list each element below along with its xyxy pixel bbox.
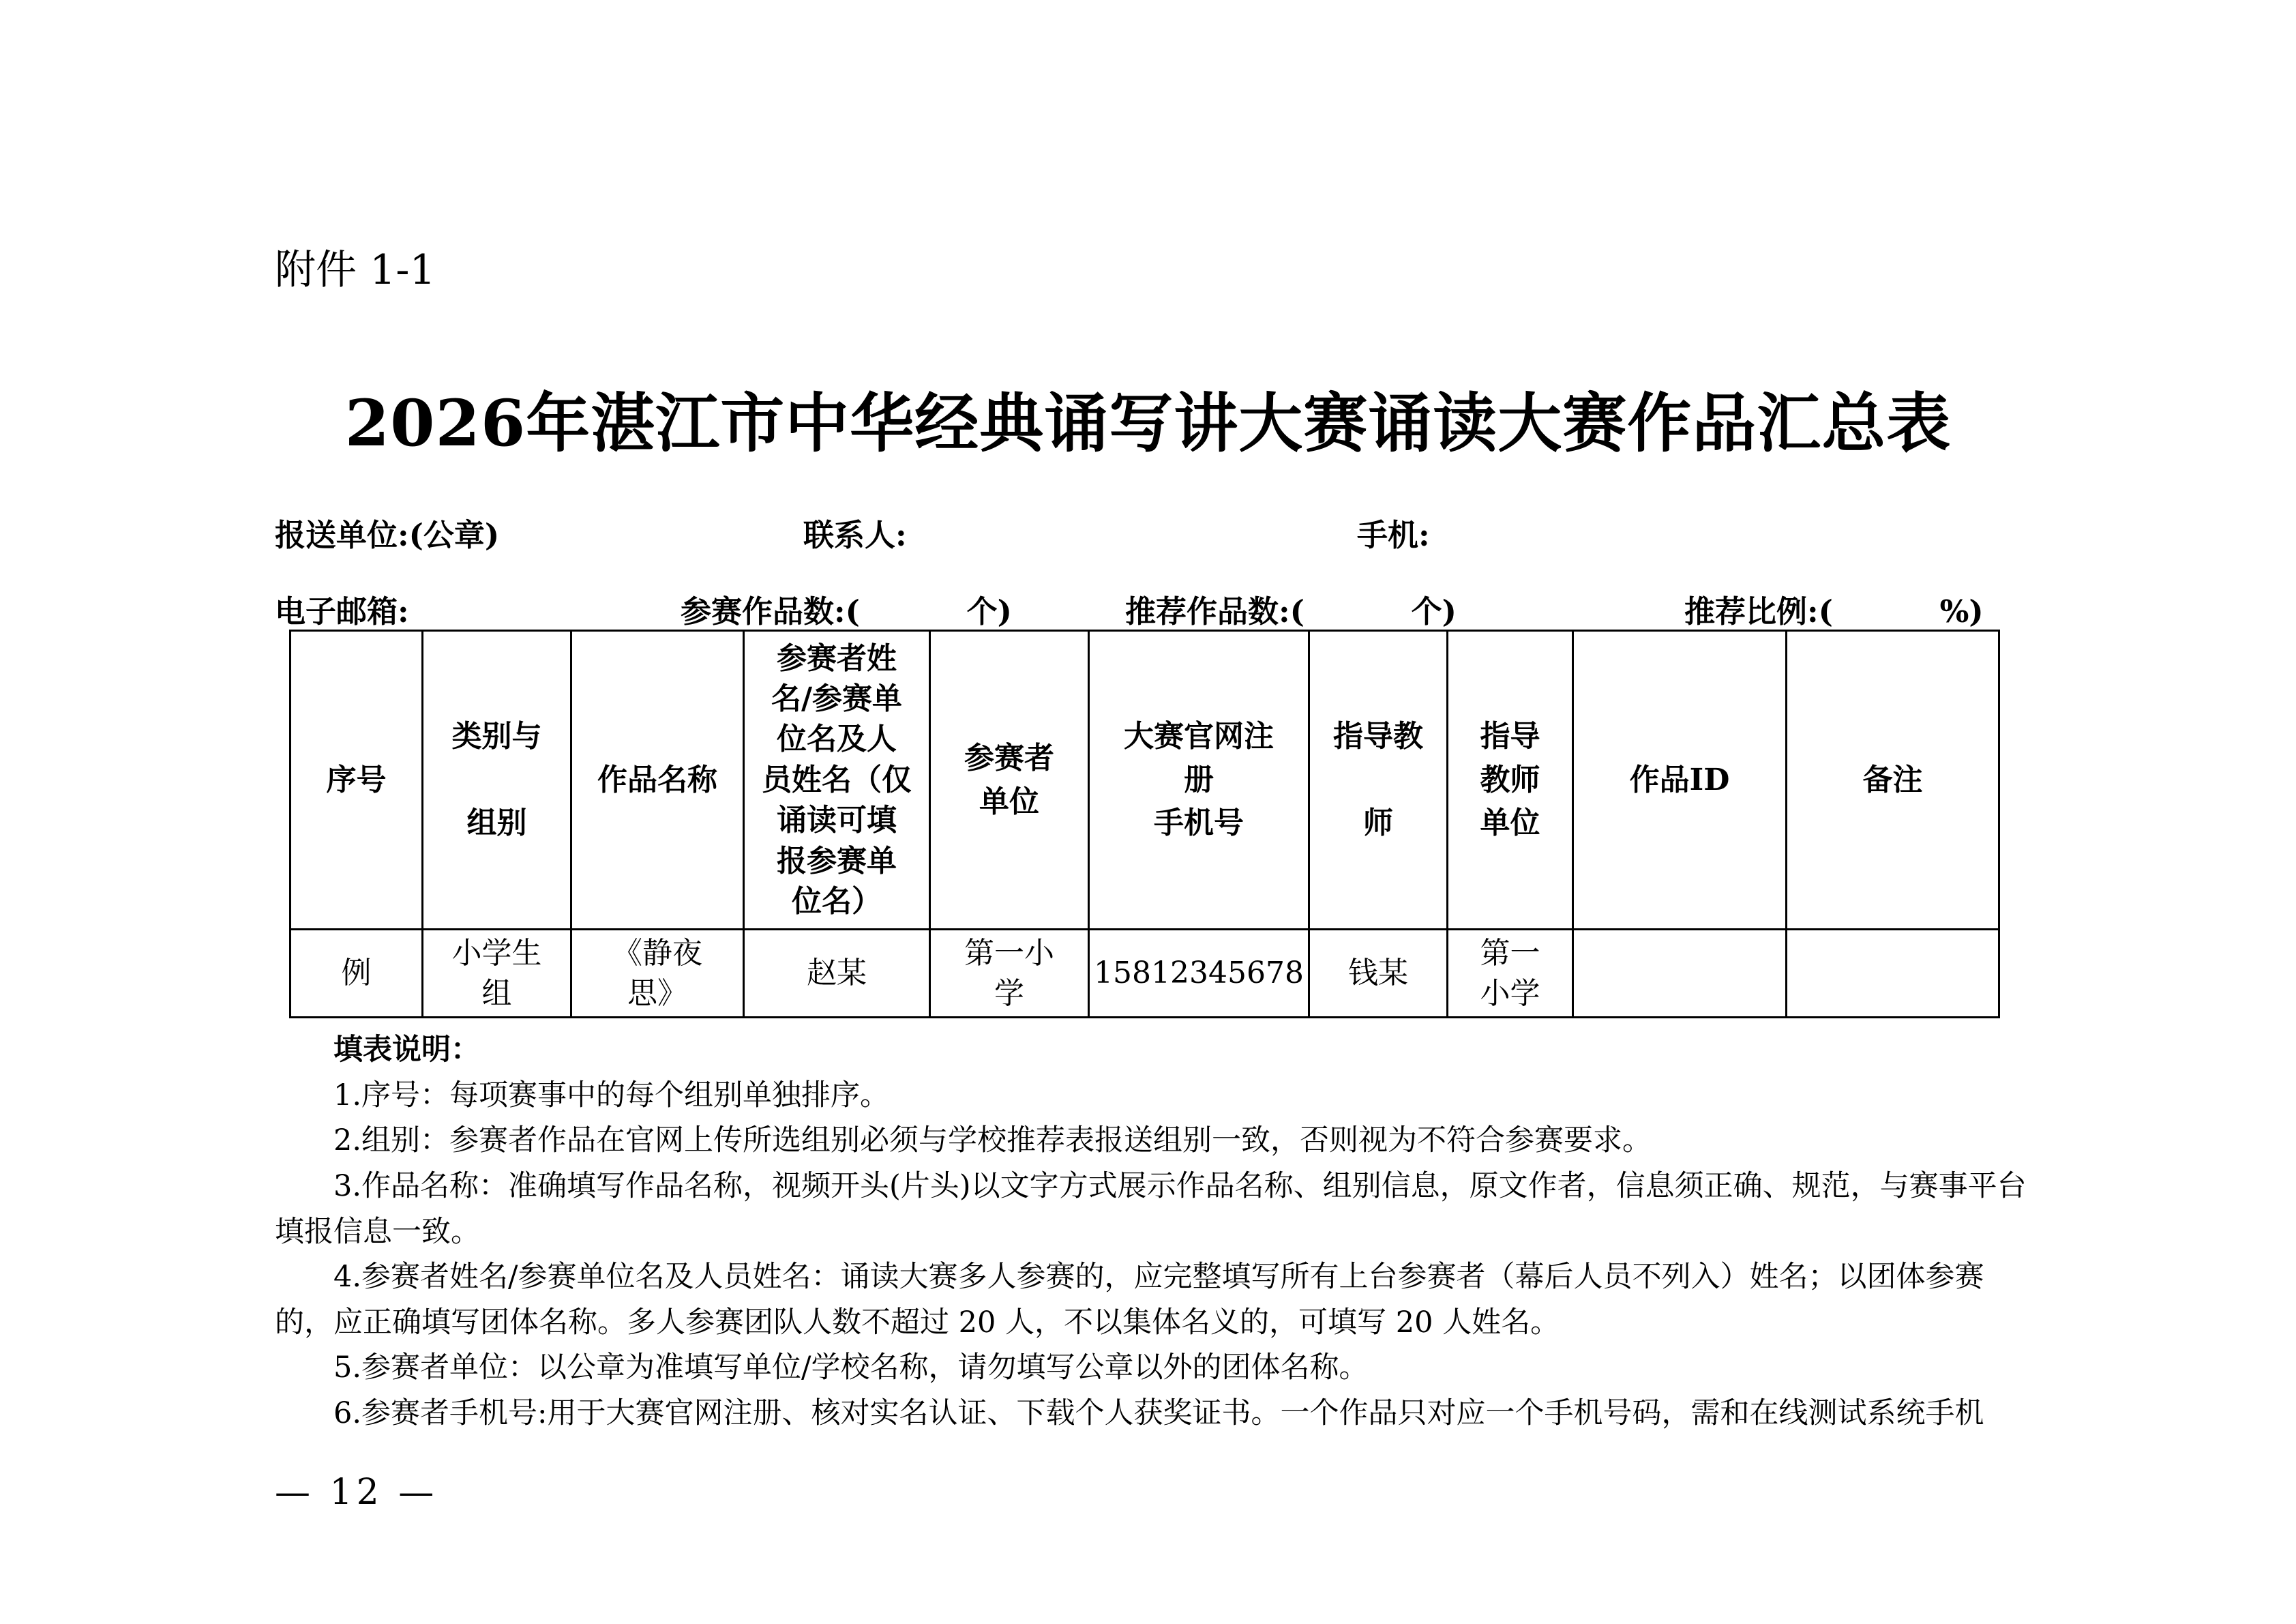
table-row-example — [290, 930, 1999, 1018]
cell-category — [423, 930, 571, 1018]
instructions-heading: 填表说明： — [333, 1033, 480, 1067]
header-registered-phone-text: 大赛官网注 册 手机号 — [1124, 718, 1274, 841]
header-category-group — [423, 631, 571, 930]
header-work-title-text: 作品名称 — [597, 762, 717, 797]
header-work-id — [1573, 631, 1787, 930]
header-participant-names — [744, 631, 930, 930]
summary-table — [289, 630, 2000, 1018]
cell-work-id — [1573, 930, 1787, 1018]
instruction-item-2: 2.组别：参赛者作品在官网上传所选组别必须与学校推荐表报送组别一致，否则视为不符合参赛要求。 — [333, 1123, 1652, 1158]
header-category-group-text: 类别与 组别 — [451, 718, 542, 841]
cell-work-title-text: 《静夜 思》 — [612, 935, 702, 1011]
cell-work-title — [571, 930, 744, 1018]
instruction-item-6: 6.参赛者手机号:用于大赛官网注册、核对实名认证、下载个人获奖证书。一个作品只对应一个手机号码，需和在线测试系统手机 — [333, 1396, 1984, 1431]
header-instructor-text: 指导教 师 — [1333, 718, 1423, 841]
cell-instructor — [1309, 930, 1448, 1018]
cell-participant-unit — [930, 930, 1089, 1018]
header-serial-number — [290, 631, 423, 930]
attachment-label: 附件 1-1 — [275, 246, 436, 294]
header-remarks-text: 备注 — [1862, 762, 1923, 797]
instruction-item-1: 1.序号：每项赛事中的每个组别单独排序。 — [333, 1078, 890, 1112]
header-remarks — [1787, 631, 1999, 930]
cell-participant-name-text: 赵某 — [807, 956, 867, 991]
instruction-item-5: 5.参赛者单位：以公章为准填写单位/学校名称，请勿填写公章以外的团体名称。 — [333, 1350, 1369, 1385]
cell-participant-unit-text: 第一小 学 — [964, 935, 1054, 1011]
field-recommended-count: 推荐作品数:( 个) — [1125, 593, 1457, 630]
cell-participant-name — [744, 930, 930, 1018]
document-title: 2026年湛江市中华经典诵写讲大赛诵读大赛作品汇总表 — [344, 386, 1952, 461]
instruction-item-4: 4.参赛者姓名/参赛单位名及人员姓名：诵读大赛多人参赛的，应完整填写所有上台参赛者（幕后人员不列入）姓名；以团体参赛的，应正确填写团体名称。多人参赛团队人数不超过 20 人，不以集体名义的，可填写 20 人姓名。 — [275, 1260, 1984, 1340]
field-mobile: 手机: — [1357, 517, 1430, 553]
header-instructor-unit — [1448, 631, 1573, 930]
field-email: 电子邮箱: — [275, 593, 409, 630]
header-participant-unit — [930, 631, 1089, 930]
page-number: — 12 — — [275, 1472, 438, 1513]
field-contact-person: 联系人: — [803, 517, 907, 553]
header-instructor — [1309, 631, 1448, 930]
field-recommended-ratio: 推荐比例:( %) — [1684, 593, 1984, 630]
cell-remarks — [1787, 930, 1999, 1018]
table-header-row — [290, 631, 1999, 930]
cell-instructor-text: 钱某 — [1348, 956, 1408, 991]
filling-instructions — [275, 1027, 2027, 1436]
cell-instructor-unit — [1448, 930, 1573, 1018]
cell-category-text: 小学生 组 — [451, 935, 542, 1011]
field-reporting-unit: 报送单位:(公章) — [275, 517, 500, 553]
header-registered-phone — [1089, 631, 1309, 930]
header-instructor-unit-text: 指导 教师 单位 — [1480, 718, 1540, 841]
header-work-id-text: 作品ID — [1629, 762, 1730, 797]
header-serial-number-text: 序号 — [326, 762, 387, 797]
cell-phone — [1089, 930, 1309, 1018]
field-entry-count: 参赛作品数:( 个) — [681, 593, 1012, 630]
cell-phone-text: 15812345678 — [1094, 956, 1304, 991]
cell-instructor-unit-text: 第一 小学 — [1480, 935, 1540, 1011]
header-participant-unit-text: 参赛者 单位 — [964, 740, 1054, 819]
header-work-title — [571, 631, 744, 930]
header-participant-names-text: 参赛者姓 名/参赛单 位名及人 员姓名（仅 诵读可填 报参赛单 位名） — [762, 640, 912, 919]
cell-serial-text: 例 — [341, 956, 372, 991]
instruction-item-3: 3.作品名称：准确填写作品名称，视频开头(片头)以文字方式展示作品名称、组别信息，原文作者，信息须正确、规范，与赛事平台填报信息一致。 — [275, 1168, 2027, 1249]
cell-serial — [290, 930, 423, 1018]
